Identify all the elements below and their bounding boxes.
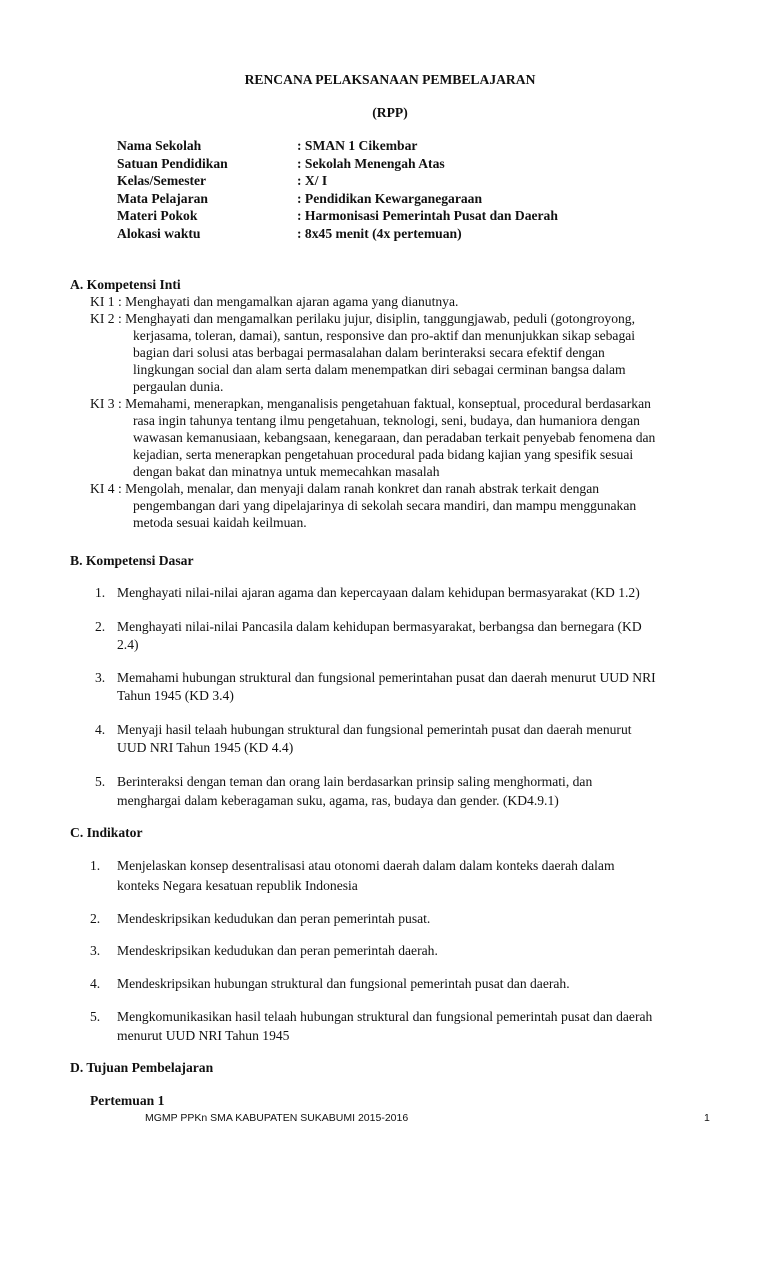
document-title: RENCANA PELAKSANAAN PEMBELAJARAN <box>244 72 536 87</box>
ki-line: KI 3 : Memahami, menerapkan, menganalisis pengetahuan faktual, konseptual, procedural berdasarkan <box>90 396 651 411</box>
list-number: 5. <box>90 1009 101 1024</box>
list-item: Menghayati nilai-nilai Pancasila dalam kehidupan bermasyarakat, berbangsa dan bernegara (KD <box>117 619 642 634</box>
identity-label: Mata Pelajaran <box>117 191 208 206</box>
identity-value: : 8x45 menit (4x pertemuan) <box>297 226 462 241</box>
ki-line: rasa ingin tahunya tentang ilmu pengetahuan, teknologi, seni, budaya, dan humaniora dengan <box>133 413 640 428</box>
list-item: Berinteraksi dengan teman dan orang lain berdasarkan prinsip saling menghormati, dan <box>117 774 593 789</box>
ki-line: metoda sesuai kaidah keilmuan. <box>133 515 307 530</box>
list-item: Menyaji hasil telaah hubungan struktural dan fungsional pemerintah pusat dan daerah menurut <box>117 722 632 737</box>
identity-label: Nama Sekolah <box>117 138 202 153</box>
list-number: 3. <box>95 670 106 685</box>
list-item: Menjelaskan konsep desentralisasi atau otonomi daerah dalam dalam konteks daerah dalam <box>117 858 615 873</box>
ki-line: KI 2 : Menghayati dan mengamalkan perilaku jujur, disiplin, tanggungjawab, peduli (gotongroyong, <box>90 311 635 326</box>
identity-label: Alokasi waktu <box>117 226 201 241</box>
list-item: konteks Negara kesatuan republik Indonesia <box>117 878 358 893</box>
ki-line: dengan bakat dan minatnya untuk memecahkan masalah <box>133 464 440 479</box>
list-item: menghargai dalam keberagaman suku, agama, ras, budaya dan gender. (KD4.9.1) <box>117 793 559 808</box>
list-number: 4. <box>90 976 101 991</box>
list-number: 5. <box>95 774 106 789</box>
section-b-heading: B. Kompetensi Dasar <box>70 553 194 568</box>
list-item: UUD NRI Tahun 1945 (KD 4.4) <box>117 740 294 755</box>
section-c-heading: C. Indikator <box>70 825 143 840</box>
list-number: 1. <box>95 585 106 600</box>
identity-value: : X/ I <box>297 173 328 188</box>
document-subtitle: (RPP) <box>372 105 408 120</box>
ki-line: lingkungan social dan alam serta dalam menempatkan diri sebagai cerminan bangsa dalam <box>133 362 626 377</box>
list-number: 2. <box>90 911 101 926</box>
list-item: Mendeskripsikan kedudukan dan peran pemerintah daerah. <box>117 943 438 958</box>
list-item: Mendeskripsikan kedudukan dan peran pemerintah pusat. <box>117 911 431 926</box>
ki-line: KI 4 : Mengolah, menalar, dan menyaji dalam ranah konkret dan ranah abstrak terkait dengan <box>90 481 600 496</box>
section-d-subheading: Pertemuan 1 <box>90 1093 165 1108</box>
identity-value: : Pendidikan Kewarganegaraan <box>297 191 483 206</box>
ki-line: bagian dari solusi atas berbagai permasalahan dalam berinteraksi secara efektif dengan <box>133 345 605 360</box>
footer-text: MGMP PPKn SMA KABUPATEN SUKABUMI 2015-2016 <box>145 1112 409 1124</box>
list-item: 2.4) <box>117 637 139 652</box>
page-number: 1 <box>704 1112 710 1124</box>
identity-label: Materi Pokok <box>117 208 198 223</box>
identity-label: Kelas/Semester <box>117 173 207 188</box>
list-number: 3. <box>90 943 101 958</box>
list-item: menurut UUD NRI Tahun 1945 <box>117 1028 290 1043</box>
ki-line: KI 1 : Menghayati dan mengamalkan ajaran agama yang dianutnya. <box>90 294 459 309</box>
list-item: Tahun 1945 (KD 3.4) <box>117 688 234 703</box>
list-number: 4. <box>95 722 106 737</box>
ki-line: kejadian, serta menerapkan pengetahuan procedural pada bidang kajian yang spesifik sesuai <box>133 447 634 462</box>
identity-value: : Harmonisasi Pemerintah Pusat dan Daerah <box>297 208 558 223</box>
section-d-heading: D. Tujuan Pembelajaran <box>70 1060 214 1075</box>
section-a-heading: A. Kompetensi Inti <box>70 277 181 292</box>
ki-line: pengembangan dari yang dipelajarinya di sekolah secara mandiri, dan mampu menggunakan <box>133 498 637 513</box>
identity-value: : Sekolah Menengah Atas <box>297 156 445 171</box>
list-item: Mendeskripsikan hubungan struktural dan fungsional pemerintah pusat dan daerah. <box>117 976 570 991</box>
list-number: 2. <box>95 619 106 634</box>
list-item: Mengkomunikasikan hasil telaah hubungan struktural dan fungsional pemerintah pusat dan daerah <box>117 1009 653 1024</box>
identity-value: : SMAN 1 Cikembar <box>297 138 418 153</box>
list-number: 1. <box>90 858 101 873</box>
list-item: Menghayati nilai-nilai ajaran agama dan kepercayaan dalam kehidupan bermasyarakat (KD 1.2) <box>117 585 640 600</box>
ki-line: wawasan kemanusiaan, kebangsaan, kenegaraan, dan peradaban terkait penyebab fenomena dan <box>133 430 656 445</box>
ki-line: pergaulan dunia. <box>133 379 224 394</box>
list-item: Memahami hubungan struktural dan fungsional pemerintahan pusat dan daerah menurut UUD NRI <box>117 670 656 685</box>
identity-label: Satuan Pendidikan <box>117 156 228 171</box>
ki-line: kerjasama, toleran, damai), santun, responsive dan pro-aktif dan menunjukkan sikap sebagai <box>133 328 636 343</box>
